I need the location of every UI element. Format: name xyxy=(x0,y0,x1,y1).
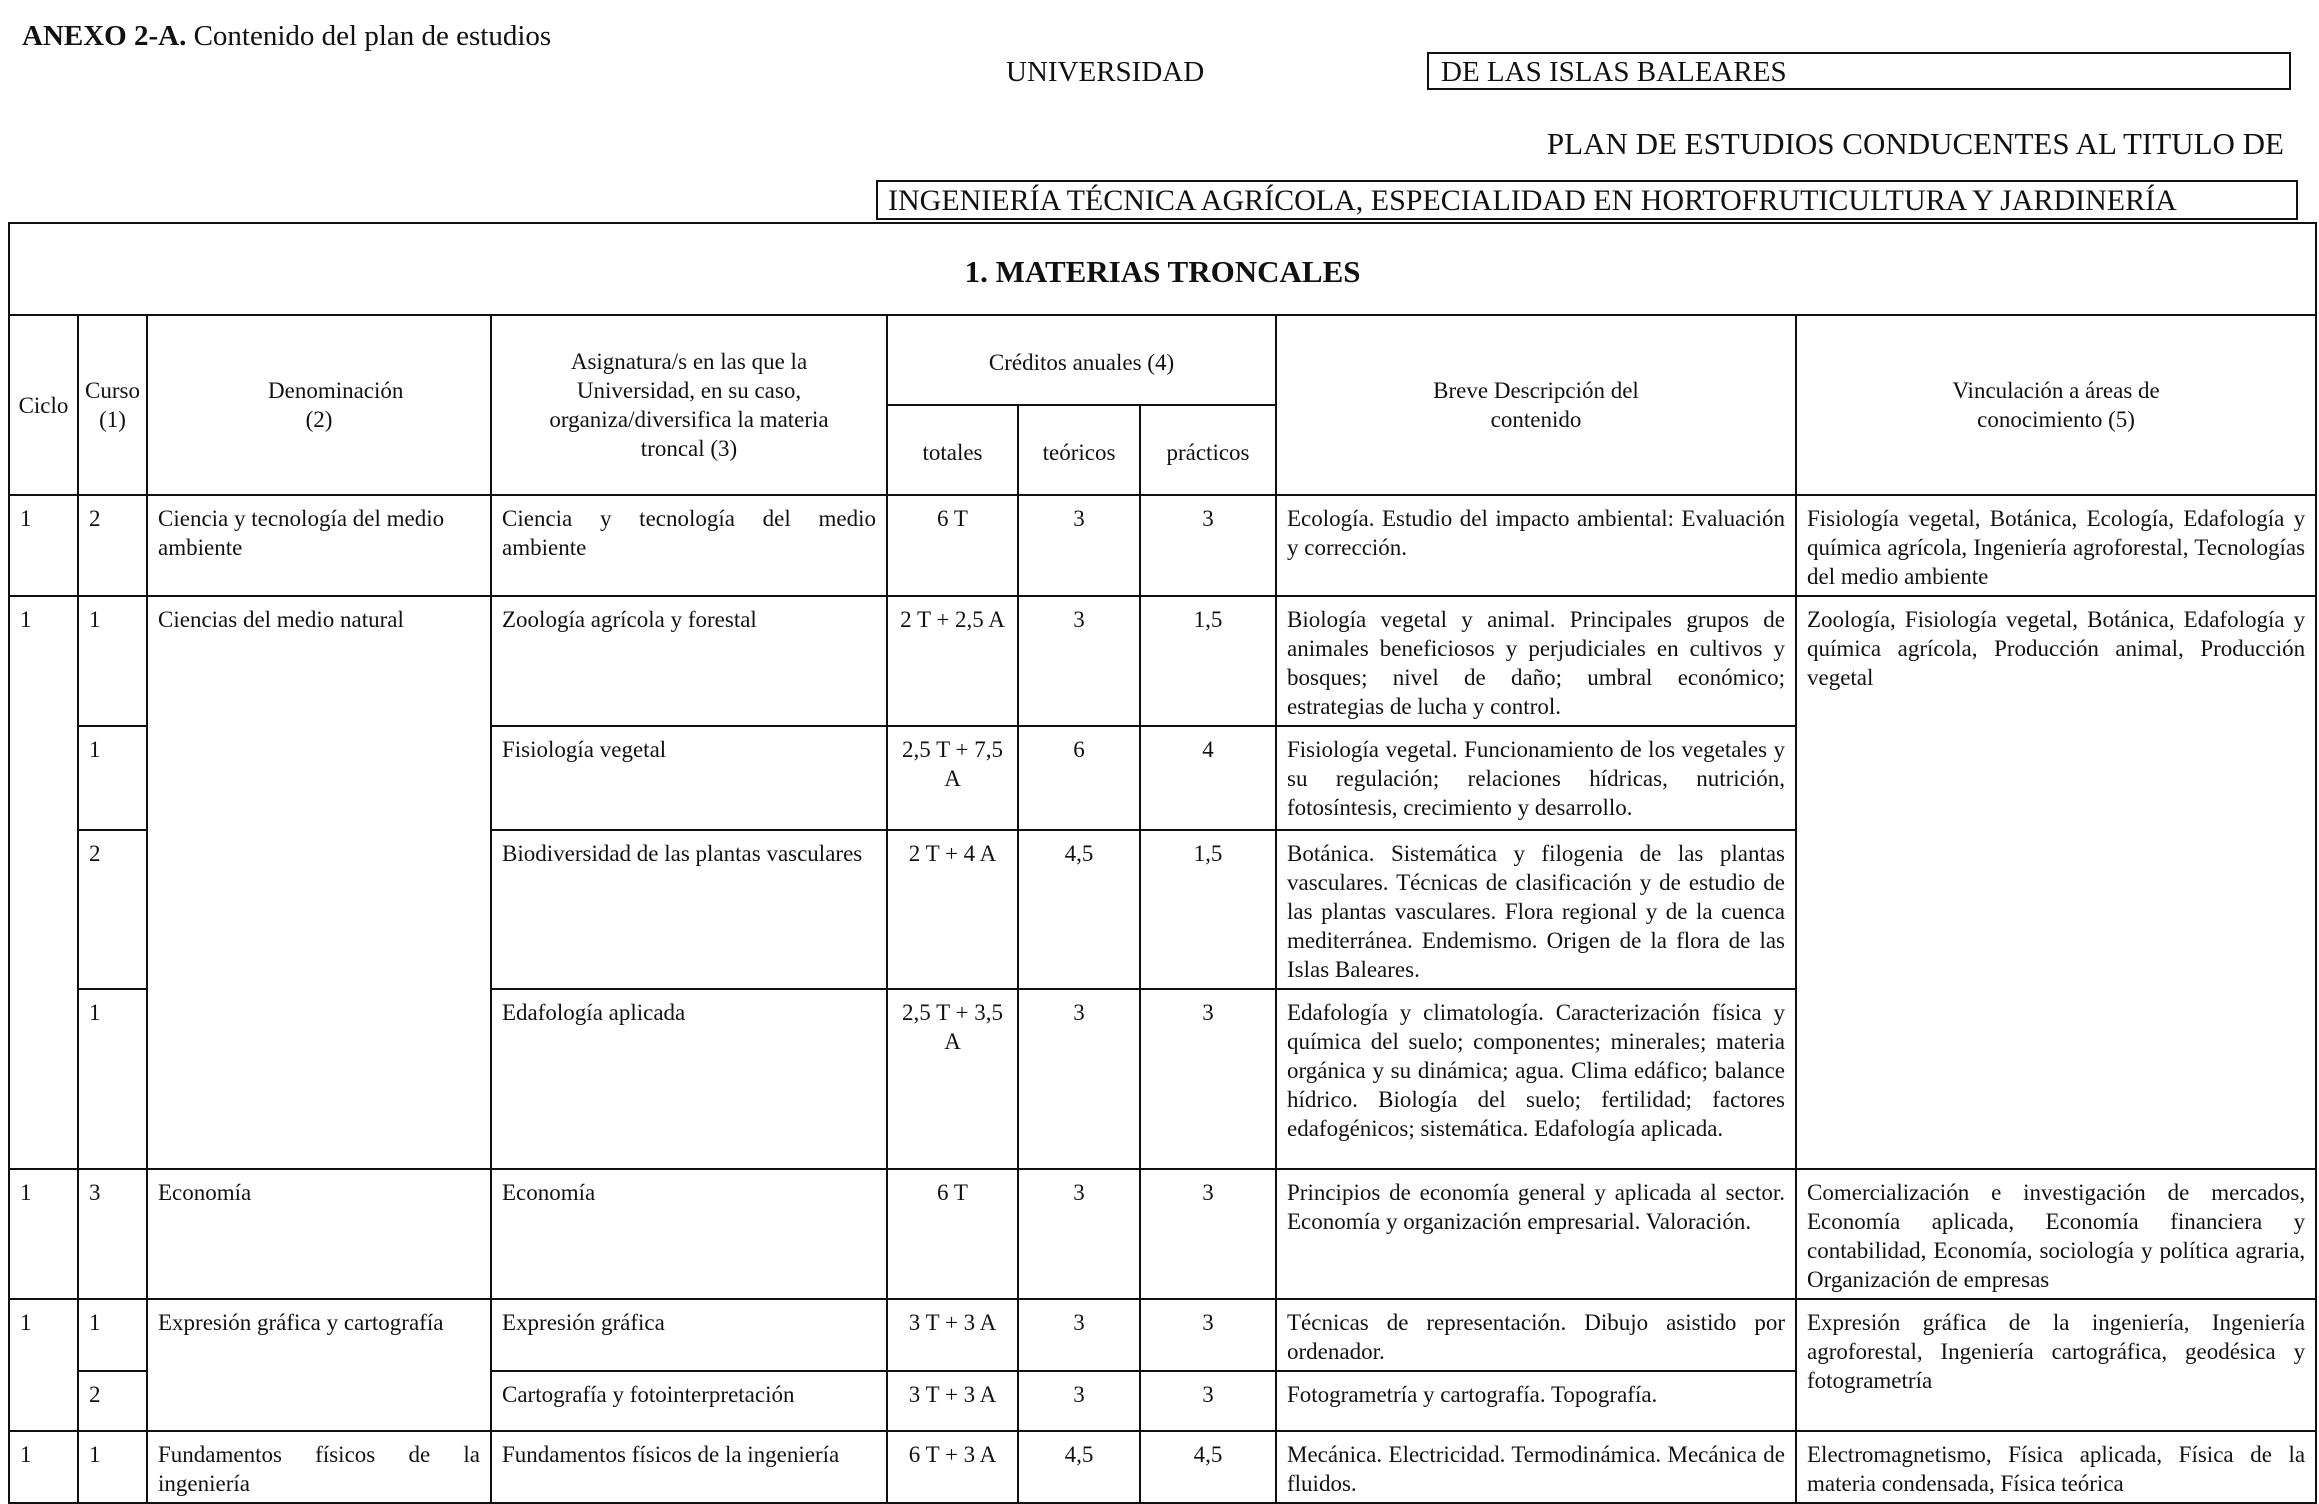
cell-curso: 1 xyxy=(78,1431,147,1503)
col-descripcion: Breve Descripción del contenido xyxy=(1276,315,1796,495)
cell-totales: 3 T + 3 A xyxy=(887,1371,1018,1431)
cell-practicos: 4,5 xyxy=(1140,1431,1276,1503)
cell-totales: 6 T xyxy=(887,495,1018,596)
col-denominacion: Denominación (2) xyxy=(147,315,491,495)
col-practicos: prácticos xyxy=(1140,405,1276,495)
cell-descripcion: Mecánica. Electricidad. Termodinámica. Mecánica de fluidos. xyxy=(1276,1431,1796,1503)
cell-vinculacion: Electromagnetismo, Física aplicada, Física de la materia condensada, Física teórica xyxy=(1796,1431,2316,1503)
cell-teoricos: 3 xyxy=(1018,989,1140,1169)
table-row xyxy=(9,495,2316,596)
cell-denominacion: Ciencias del medio natural xyxy=(147,596,491,1169)
annex-heading xyxy=(22,20,551,53)
cell-ciclo: 1 xyxy=(9,1431,78,1503)
cell-teoricos: 6 xyxy=(1018,726,1140,830)
cell-descripcion: Principios de economía general y aplicada al sector. Economía y organización empresarial. Valoración. xyxy=(1276,1169,1796,1299)
cell-asignatura: Fisiología vegetal xyxy=(491,726,887,830)
cell-descripcion: Biología vegetal y animal. Principales grupos de animales beneficiosos y perjudiciales en cultivos y bosques; nivel de daño; umbral económico; estrategias de lucha y control. xyxy=(1276,596,1796,726)
cell-curso: 2 xyxy=(78,1371,147,1431)
university-label: UNIVERSIDAD xyxy=(1006,56,1205,88)
cell-asignatura: Biodiversidad de las plantas vasculares xyxy=(491,830,887,989)
cell-totales: 6 T + 3 A xyxy=(887,1431,1018,1503)
cell-teoricos: 3 xyxy=(1018,596,1140,726)
cell-teoricos: 3 xyxy=(1018,495,1140,596)
cell-totales: 2 T + 4 A xyxy=(887,830,1018,989)
cell-curso: 1 xyxy=(78,989,147,1169)
cell-ciclo: 1 xyxy=(9,495,78,596)
section-title: 1. MATERIAS TRONCALES xyxy=(9,223,2316,315)
cell-practicos: 3 xyxy=(1140,1169,1276,1299)
cell-denominacion: Economía xyxy=(147,1169,491,1299)
cell-vinculacion: Comercialización e investigación de mercados, Economía aplicada, Economía financiera y contabilidad, Economía, sociología y política agraria, Organización de empresas xyxy=(1796,1169,2316,1299)
cell-practicos: 3 xyxy=(1140,495,1276,596)
cell-teoricos: 4,5 xyxy=(1018,830,1140,989)
cell-totales: 3 T + 3 A xyxy=(887,1299,1018,1371)
col-creditos: Créditos anuales (4) xyxy=(887,315,1276,405)
cell-asignatura: Edafología aplicada xyxy=(491,989,887,1169)
cell-practicos: 3 xyxy=(1140,989,1276,1169)
cell-practicos: 1,5 xyxy=(1140,830,1276,989)
cell-descripcion: Fisiología vegetal. Funcionamiento de los vegetales y su regulación; relaciones hídricas, nutrición, fotosíntesis, crecimiento y desarrollo. xyxy=(1276,726,1796,830)
subjects-table xyxy=(8,222,2317,1504)
cell-denominacion: Expresión gráfica y cartografía xyxy=(147,1299,491,1431)
cell-curso: 2 xyxy=(78,830,147,989)
cell-descripcion: Fotogrametría y cartografía. Topografía. xyxy=(1276,1371,1796,1431)
cell-vinculacion: Expresión gráfica de la ingeniería, Ingeniería agroforestal, Ingeniería cartográfica, geodésica y fotogrametría xyxy=(1796,1299,2316,1431)
cell-teoricos: 3 xyxy=(1018,1299,1140,1371)
cell-asignatura: Expresión gráfica xyxy=(491,1299,887,1371)
table-row xyxy=(9,1299,2316,1371)
cell-totales: 2,5 T + 3,5 A xyxy=(887,989,1018,1169)
cell-asignatura: Fundamentos físicos de la ingeniería xyxy=(491,1431,887,1503)
table-row xyxy=(9,596,2316,726)
cell-curso: 1 xyxy=(78,726,147,830)
cell-totales: 2,5 T + 7,5 A xyxy=(887,726,1018,830)
cell-vinculacion: Zoología, Fisiología vegetal, Botánica, Edafología y química agrícola, Producción animal, Producción vegetal xyxy=(1796,596,2316,1169)
table-row xyxy=(9,1169,2316,1299)
cell-totales: 6 T xyxy=(887,1169,1018,1299)
cell-asignatura: Zoología agrícola y forestal xyxy=(491,596,887,726)
col-totales: totales xyxy=(887,405,1018,495)
cell-asignatura: Economía xyxy=(491,1169,887,1299)
col-teoricos: teóricos xyxy=(1018,405,1140,495)
cell-totales: 2 T + 2,5 A xyxy=(887,596,1018,726)
cell-practicos: 3 xyxy=(1140,1371,1276,1431)
cell-descripcion: Ecología. Estudio del impacto ambiental: Evaluación y corrección. xyxy=(1276,495,1796,596)
col-vinculacion: Vinculación a áreas de conocimiento (5) xyxy=(1796,315,2316,495)
cell-curso: 1 xyxy=(78,596,147,726)
university-name: DE LAS ISLAS BALEARES xyxy=(1427,52,2291,90)
degree-title: INGENIERÍA TÉCNICA AGRÍCOLA, ESPECIALIDAD EN HORTOFRUTICULTURA Y JARDINERÍA xyxy=(876,180,2298,220)
cell-curso: 1 xyxy=(78,1299,147,1371)
cell-descripcion: Técnicas de representación. Dibujo asistido por ordenador. xyxy=(1276,1299,1796,1371)
cell-ciclo: 1 xyxy=(9,1169,78,1299)
cell-practicos: 3 xyxy=(1140,1299,1276,1371)
cell-descripcion: Botánica. Sistemática y filogenia de las plantas vasculares. Técnicas de clasificación y de estudio de las plantas vasculares. Flora regional y de la cuenca mediterránea. Endemismo. Origen de la flora de las Islas Baleares. xyxy=(1276,830,1796,989)
cell-denominacion: Fundamentos físicos de la ingeniería xyxy=(147,1431,491,1503)
col-asignatura: Asignatura/s en las que la Universidad, en su caso, organiza/diversifica la materia troncal (3) xyxy=(491,315,887,495)
cell-teoricos: 4,5 xyxy=(1018,1431,1140,1503)
cell-ciclo: 1 xyxy=(9,1299,78,1431)
cell-practicos: 1,5 xyxy=(1140,596,1276,726)
cell-descripcion: Edafología y climatología. Caracterización física y química del suelo; componentes; minerales; materia orgánica y su dinámica; agua. Clima edáfico; balance hídrico. Biología del suelo; fertilidad; factores edafogénicos; sistemática. Edafología aplicada. xyxy=(1276,989,1796,1169)
cell-teoricos: 3 xyxy=(1018,1371,1140,1431)
cell-curso: 2 xyxy=(78,495,147,596)
cell-asignatura: Ciencia y tecnología del medio ambiente xyxy=(491,495,887,596)
cell-asignatura: Cartografía y fotointerpretación xyxy=(491,1371,887,1431)
cell-denominacion: Ciencia y tecnología del medio ambiente xyxy=(147,495,491,596)
col-ciclo: Ciclo xyxy=(9,315,78,495)
cell-practicos: 4 xyxy=(1140,726,1276,830)
cell-vinculacion: Fisiología vegetal, Botánica, Ecología, Edafología y química agrícola, Ingeniería agroforestal, Tecnologías del medio ambiente xyxy=(1796,495,2316,596)
plan-title: PLAN DE ESTUDIOS CONDUCENTES AL TITULO DE xyxy=(1546,126,2284,161)
cell-curso: 3 xyxy=(78,1169,147,1299)
table-row xyxy=(9,1431,2316,1503)
annex-label: ANEXO 2-A. xyxy=(22,20,187,52)
annex-text: Contenido del plan de estudios xyxy=(186,20,552,52)
cell-teoricos: 3 xyxy=(1018,1169,1140,1299)
col-curso: Curso (1) xyxy=(78,315,147,495)
cell-ciclo: 1 xyxy=(9,596,78,1169)
